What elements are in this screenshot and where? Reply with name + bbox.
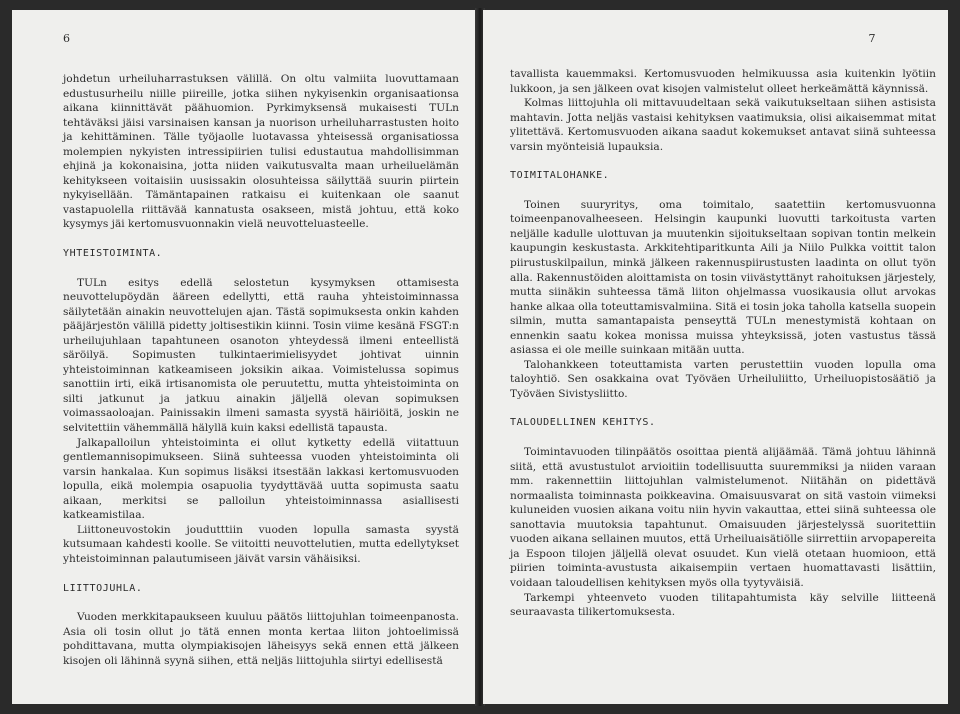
left-page: [12, 10, 477, 704]
paragraph: Liittoneuvostokin joudutttiin vuoden lopulla samasta syystä kutsumaan kahdesti koolle. Se viitoitti neuvottelutien, mutta edellytykset yhteistoiminnan palautumiseen jäivät varsin vähäisiksi.: [63, 523, 459, 565]
paragraph: Toimintavuoden tilinpäätös osoittaa pientä alijäämää. Tämä johtuu lähinnä siitä, että avustustulot arvioitiin todellisuutta suuremmiksi ja niiden varaan mm. rakennettiin liittojuhlan valmistelumenot. Niitähän on pidettävä normaalista toiminnasta poikkeavina. Omaisuusvarat on sitä vastoin viimeksi kuluneiden vuosien aikana voitu niin hyvin vakauttaa, ettei siinä suhteessa ole sanottavia muutoksia tapahtunut. Omaisuuden järjestelyssä suoritettiin vuoden aikana sellainen muutos, että Urheiluaisätiölle siirrettiin arvopapereita ja Espoon tilojen jäljellä olevat osuudet. Kun vielä otetaan huomioon, että piirien toiminta-avustusta aikaisempiin vertaen huomattavasti lisättiin, voidaan taloudellisen kehityksen myös olla tyytyväisiä.: [510, 446, 936, 589]
paragraph: Toinen suuryritys, oma toimitalo, saatettiin kertomusvuonna toimeenpanovalheeseen. Helsingin kaupunki luovutti tarkoitusta varten neljälle kadulle ulottuvan ja muutenkin sijoitukseltaan sopivan tontin melkein kaupungin keskustasta. Arkkitehtiparitkunta Aili ja Niilo Pulkka voittit talon piirustuskilpailun, minkä jälkeen rakennuspiirustusten laadinta on ollut työn alla. Rakennustöiden aloittamista on tosin viivästyttänyt rahoituksen järjestely, mutta siinäkin suhteessa tämä liiton ohjelmassa vuosikausia ollut arvokas hanke alkaa olla toteuttamisvalmiina. Sitä ei tosin joka taholla katsella suopein silmin, mutta samantapaista penseyttä TULn menestymistä kohtaan on ennenkin saatu kokea monissa muissa yhteyksissä, joten vastustus tässä asiassa ei ole meille suinkaan mitään uutta.: [510, 198, 936, 357]
paragraph: johdetun urheiluharrastuksen välillä. On oltu valmiita luovuttamaan edustusurheilu niille piireille, jotka siihen nykyisenkin organisaationsa aikana kiinnittävät päähuomion. Pyrkimyksensä mukaisesti TULn tehtäväksi jäisi varsinaisen kansan ja nuorison urheiluharrastusten hoito ja kehittäminen. Tälle työjaolle luotavassa yhteisessä organisatiossa molempien nykyisten intressipiirien tulisi edustautua mahdollisimman ehjinä ja kokonaisina, jotta niiden vaikutusvalta maan urheiluelämän kehitykseen voitaisiin uusissakin olosuhteissa säilyttää suurin piirtein nykyisellään. Tämäntapainen ratkaisu ei kuitenkaan ole saanut vastapuolella riittävää kannatusta osakseen, mistä johtuu, että koko kysymys jäi kertomusvuonnakin vielä neuvotteluasteelle.: [63, 73, 459, 231]
paragraph: Tarkempi yhteenveto vuoden tilitapahtumista käy selville liitteenä seuraavasta tilikertomuksesta.: [510, 591, 936, 619]
page-number: 7: [868, 32, 876, 45]
paragraph: Talohankkeen toteuttamista varten perustettiin vuoden lopulla oma taloyhtiö. Sen osakkaina ovat Työväen Urheiluliitto, Urheiluopistosäätiö ja Työväen Sivistysliitto.: [510, 358, 936, 400]
section-heading: LIITTOJUHLA.: [63, 582, 143, 594]
section-heading: TALOUDELLINEN KEHITYS.: [510, 417, 656, 429]
paragraph: Kolmas liittojuhla oli mittavuudeltaan sekä vaikutukseltaan siihen astisista mahtavin. Jotta neljäs vastaisi kehityksen vaatimuksia, olisi aikaisemmat mitat ylitettävä. Kertomusvuoden aikana saadut kokemukset antavat siinä suhteessa varsin myönteisiä lupauksia.: [510, 97, 936, 153]
paragraph: TULn esitys edellä selostetun kysymyksen ottamisesta neuvottelupöydän ääreen edellytti, että rauha yhteistoiminnassa säilytetään ainakin neuvottelujen ajan. Tästä sopimuksesta onkin kahden pääjärjestön välillä pidetty joltisestikin kiinni. Tosin viime kesänä FSGT:n urheilujuhlaan tapahtuneen osanoton yhteydessä ilmeni enteellistä säröilyä. Sopimusten tulkintaerimielisyydet johtivat uinnin yhteistoiminnan katkeamiseen joksikin aikaa. Voimistelussa sopimus sanottiin irti, eikä irtisanomista ole peruutettu, mutta yhteistoiminta on silti jatkunut ja jatkuu ainakin jäljellä olevan sopimuksen voimassaoloajan. Painissakin ilmeni samasta syystä häiriöitä, joskin ne selvitettiin vähemmällä hälyllä kuin kaksi edellistä tapausta.: [63, 276, 459, 435]
paragraph: Jalkapalloilun yhteistoiminta ei ollut kytketty edellä viitattuun gentlemannisopimukseen. Siinä suhteessa vuoden yhteistoiminta oli varsin hankalaa. Kun sopimus lisäksi itsestään lakkasi kertomusvuoden lopulla, eikä molempia osapuolia tyydyttävää uutta sopimusta saatu aikaan, merkitsi se palloilun yhteistoiminnassa asiallisesti katkeamistilaa.: [63, 436, 459, 522]
paragraph: tavallista kauemmaksi. Kertomusvuoden helmikuussa asia kuitenkin lyötiin lukkoon, ja sen jälkeen ovat kisojen valmistelut olleet herkeämättä käynnissä.: [510, 68, 936, 95]
page-number: 6: [63, 32, 71, 45]
section-heading: YHTEISTOIMINTA.: [63, 248, 163, 260]
paragraph: Vuoden merkkitapaukseen kuuluu päätös liittojuhlan toimeenpanosta. Asia oli tosin ollut jo tätä ennen monta kertaa liiton johtoelimissä pohdittavana, mutta olympiakisojen läheisyys sekä ennen että jälkeen kisojen oli lähinnä syynä siihen, että neljäs liittojuhla siirtyi edellisestä: [63, 611, 459, 667]
right-page: [483, 10, 948, 704]
section-heading: TOIMITALOHANKE.: [510, 170, 610, 182]
